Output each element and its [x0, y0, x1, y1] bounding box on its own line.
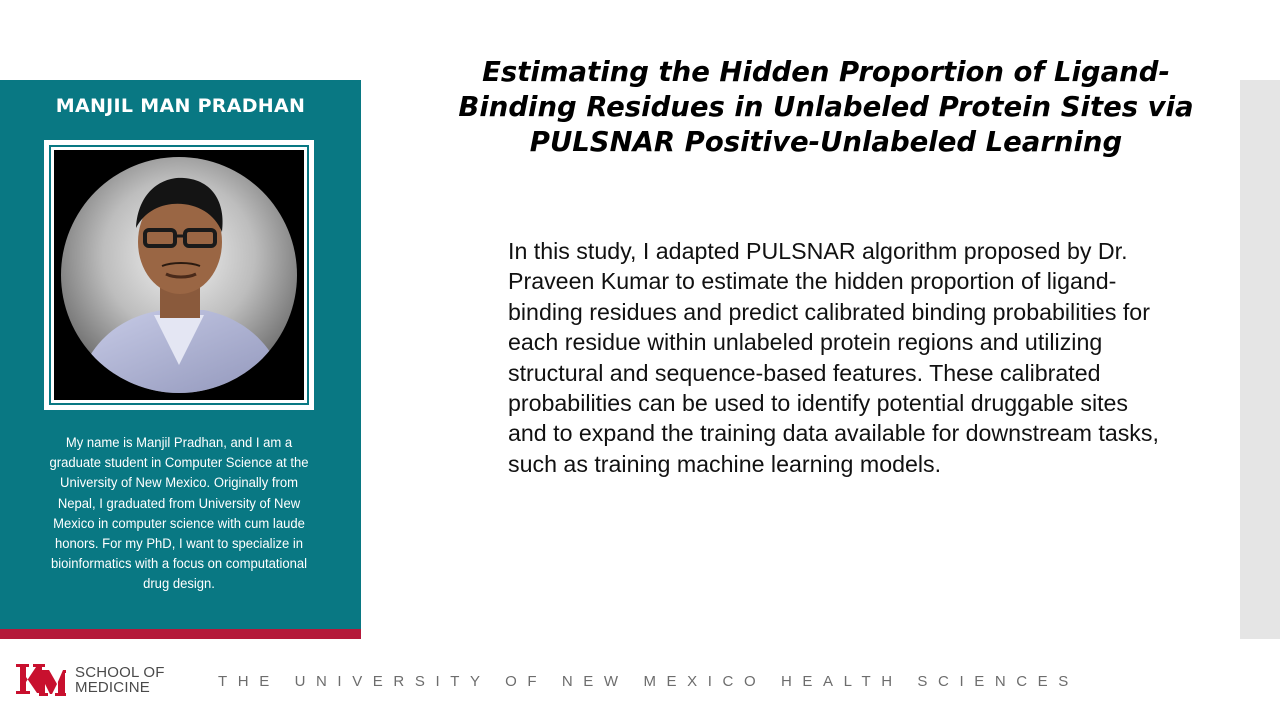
school-of-medicine-label	[75, 665, 165, 695]
poster-title: Estimating the Hidden Proportion of Ligand-Binding Residues in Unlabeled Protein Sites via PULSNAR Positive-Unlabeled Learning	[458, 56, 1194, 159]
presenter-name: MANJIL MAN PRADHAN	[55, 95, 306, 117]
portrait-image	[54, 150, 304, 400]
presenter-bio: My name is Manjil Pradhan, and I am a graduate student in Computer Science at the University of New Mexico. Originally from Nepal, I graduated from University of New Mexico in computer science with cum laude honors. For my PhD, I want to specialize in bioinformatics with a focus on computational drug design.	[49, 435, 309, 593]
school-label-line2: MEDICINE	[75, 679, 150, 696]
poster-abstract: In this study, I adapted PULSNAR algorithm proposed by Dr. Praveen Kumar to estimate the hidden proportion of ligand-binding residues and predict calibrated binding probabilities for each residue within unlabeled protein regions and utilizing structural and sequence-based features. These calibrated probabilities can be used to identify potential druggable sites and to expand the training data available for downstream tasks, such as training machine learning models.	[508, 238, 1159, 477]
university-label: THE UNIVERSITY OF NEW MEXICO HEALTH SCIENCES	[218, 673, 1079, 690]
presenter-photo-frame	[44, 140, 314, 410]
presenter-photo	[54, 150, 304, 400]
unm-logo-icon	[15, 662, 67, 698]
right-decorative-bar	[1240, 80, 1280, 639]
school-label-line1: SCHOOL OF	[75, 664, 165, 681]
presenter-panel-accent-bar	[0, 629, 361, 639]
